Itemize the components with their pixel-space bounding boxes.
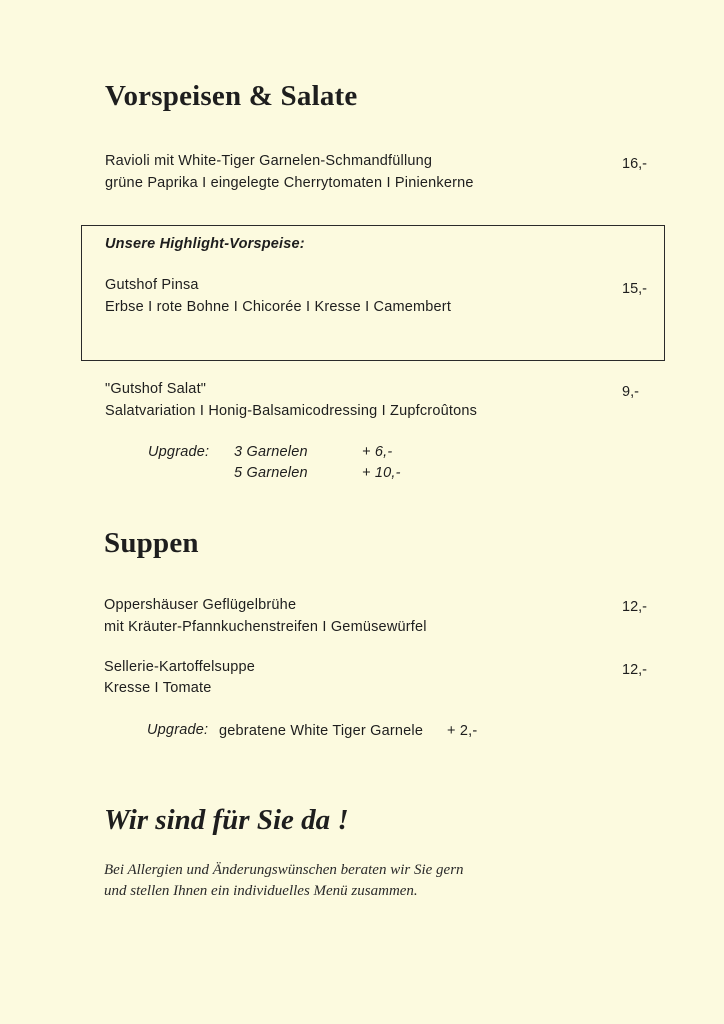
item-price: 12,- xyxy=(622,599,647,615)
closing-note-line-2: und stellen Ihnen ein individuelles Menü zusammen. xyxy=(104,883,418,899)
item-description: Kresse I Tomate xyxy=(104,680,212,696)
item-name: Ravioli mit White-Tiger Garnelen-Schmandfüllung xyxy=(105,153,433,169)
upgrade-price: + 6,- xyxy=(362,444,393,460)
item-description: Erbse I rote Bohne I Chicorée I Kresse I Camembert xyxy=(105,299,452,315)
item-price: 12,- xyxy=(622,662,647,678)
item-name: Oppershäuser Geflügelbrühe xyxy=(104,597,297,613)
upgrade-item: 3 Garnelen xyxy=(234,444,308,460)
upgrade-price: + 2,- xyxy=(447,723,478,739)
closing-note-line-1: Bei Allergien und Änderungswünschen beraten wir Sie gern xyxy=(104,862,464,878)
upgrade-label: Upgrade: xyxy=(147,722,209,738)
item-price: 15,- xyxy=(622,281,647,297)
item-name: "Gutshof Salat" xyxy=(105,381,207,397)
item-description: Salatvariation I Honig-Balsamicodressing I Zupfcroûtons xyxy=(105,403,478,419)
item-price: 16,- xyxy=(622,156,647,172)
item-description: grüne Paprika I eingelegte Cherrytomaten I Pinienkerne xyxy=(105,175,474,191)
section-heading-starters: Vorspeisen & Salate xyxy=(105,80,358,112)
closing-heading: Wir sind für Sie da ! xyxy=(104,804,349,836)
item-name: Gutshof Pinsa xyxy=(105,277,199,293)
item-price: 9,- xyxy=(622,384,639,400)
item-name: Sellerie-Kartoffelsuppe xyxy=(104,659,256,675)
highlight-label: Unsere Highlight-Vorspeise: xyxy=(105,236,305,252)
section-heading-soups: Suppen xyxy=(104,527,199,559)
upgrade-label: Upgrade: xyxy=(148,444,210,460)
upgrade-item: 5 Garnelen xyxy=(234,465,308,481)
upgrade-item: gebratene White Tiger Garnele xyxy=(219,723,424,739)
item-description: mit Kräuter-Pfannkuchenstreifen I Gemüsewürfel xyxy=(104,619,427,635)
upgrade-price: + 10,- xyxy=(362,465,401,481)
